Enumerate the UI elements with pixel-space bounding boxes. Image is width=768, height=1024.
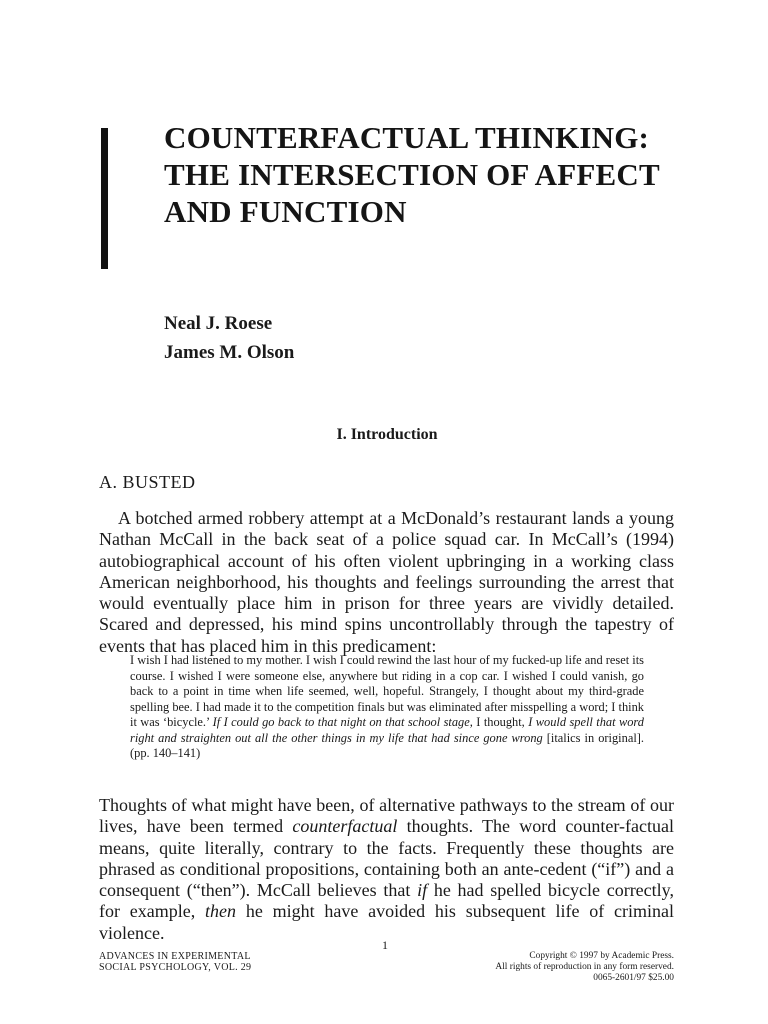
section-heading: I. Introduction	[336, 426, 438, 443]
italic-term: then	[205, 901, 237, 922]
copyright-line: 0065-2601/97 $25.00	[593, 973, 674, 983]
paragraph-text: he had spelled bicycle correctly, for example,	[99, 880, 674, 922]
journal-line: SOCIAL PSYCHOLOGY, VOL. 29	[99, 962, 252, 973]
italic-term: if	[417, 880, 428, 901]
quote-text: I thought,	[472, 715, 529, 729]
journal-line: ADVANCES IN EXPERIMENTAL	[99, 951, 251, 962]
journal-footer	[99, 951, 251, 973]
quote-italic-text: If I could go back to that night on that school stage,	[212, 715, 473, 729]
title-line: COUNTERFACTUAL THINKING:	[164, 120, 650, 155]
subsection-heading: A. BUSTED	[99, 472, 196, 492]
quote-text: I wish I had listened to my mother. I wish I could rewind the last hour of my fucked-up life and reset its course. I wished I were someone else, anywhere but riding in a cop car. I wished I could vanish, go back to a point in time when life seemed, well, hopeful. Strangely, I thought about my third-grade spelling bee. I had made it to the competition finals but was eliminated after misspelling a word; I think it was ‘bicycle.’	[130, 653, 644, 729]
author-name: James M. Olson	[164, 342, 295, 363]
block-quote	[130, 653, 644, 762]
copyright-line: Copyright © 1997 by Academic Press.	[529, 951, 674, 961]
author-list	[164, 309, 294, 367]
quote-italic-text: I would spell that word right and straighten out all the other things in my life that had since gone wrong	[130, 715, 644, 745]
quote-text: [italics in original]. (pp. 140–141)	[130, 730, 644, 760]
page-number: 1	[382, 938, 388, 952]
copyright-footer	[495, 951, 674, 984]
chapter-marker-bar	[101, 128, 108, 269]
body-paragraph	[99, 795, 674, 944]
italic-term: counterfactual	[292, 816, 398, 837]
paragraph-text: Thoughts of what might have been, of alternative pathways to the stream of our lives, have been termed	[99, 795, 674, 837]
author-name: Neal J. Roese	[164, 313, 273, 334]
copyright-line: All rights of reproduction in any form reserved.	[495, 962, 674, 972]
paragraph-text: thoughts. The word counter-factual means, quite literally, contrary to the facts. Frequently these thoughts are phrased as conditional propositions, containing both an ante-cedent (“if”) and a consequent (“then”). McCall believes that	[99, 816, 674, 901]
paragraph-text: he might have avoided his subsequent life of criminal violence.	[99, 901, 674, 943]
article-title	[164, 119, 724, 230]
title-line: THE INTERSECTION OF AFFECT	[164, 157, 660, 192]
body-paragraph: A botched armed robbery attempt at a McDonald’s restaurant lands a young Nathan McCall in the back seat of a police squad car. In McCall’s (1994) autobiographical account of his often violent upbringing in a working class American neighborhood, his thoughts and feelings surrounding the arrest that would eventually place him in prison for three years are vividly detailed. Scared and depressed, his mind spins uncontrollably through the tapestry of events that has placed him in this predicament:	[99, 508, 674, 656]
title-line: AND FUNCTION	[164, 194, 407, 229]
